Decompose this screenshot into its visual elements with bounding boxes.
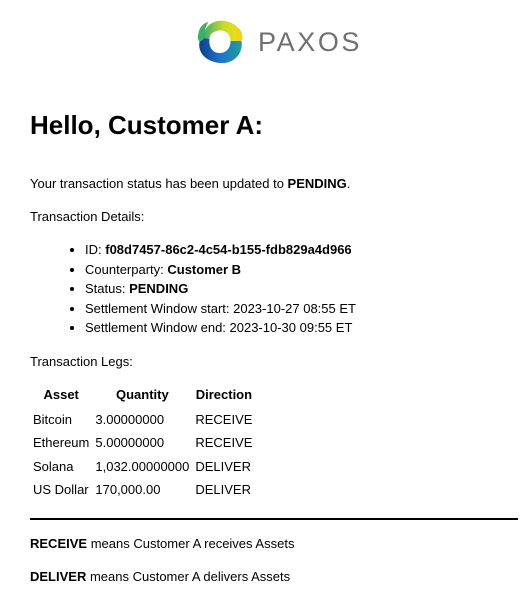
cell-asset: Bitcoin xyxy=(33,411,73,427)
intro-suffix: . xyxy=(346,176,351,191)
cell-asset: US Dollar xyxy=(33,482,89,497)
receive-term: RECEIVE xyxy=(30,536,88,551)
detail-counterparty xyxy=(85,260,518,280)
receive-text: means Customer A receives Assets xyxy=(87,536,295,551)
detail-id-label: ID: xyxy=(85,242,106,257)
cell-quantity: 5.00000000 xyxy=(95,435,165,450)
status-update-text xyxy=(30,175,518,193)
deliver-text: means Customer A delivers Assets xyxy=(86,569,291,584)
cell-quantity: 170,000.00 xyxy=(95,482,161,497)
table-row xyxy=(30,409,255,433)
cell-direction: DELIVER xyxy=(195,482,251,497)
table-row xyxy=(30,479,255,503)
email-body xyxy=(30,108,518,503)
detail-status xyxy=(85,279,518,299)
detail-status-value: PENDING xyxy=(129,281,189,296)
cell-direction: RECEIVE xyxy=(195,411,253,427)
detail-id xyxy=(85,240,518,260)
deliver-note xyxy=(30,568,290,586)
legs-heading: Transaction Legs: xyxy=(30,353,133,369)
detail-window-end: • Settlement Window end: 2023-10-30 09:55 ET xyxy=(85,318,518,338)
column-header-direction: Direction xyxy=(195,386,253,402)
details-heading: Transaction Details: xyxy=(30,209,145,224)
legs-header-row xyxy=(30,383,255,409)
paxos-logo xyxy=(194,18,362,66)
cell-asset: Ethereum xyxy=(33,435,90,450)
cell-asset: Solana xyxy=(33,458,74,474)
deliver-term: DELIVER xyxy=(30,569,87,584)
intro-status: PENDING xyxy=(287,176,347,191)
detail-window-start: • Settlement Window start: 2023-10-27 08:55 ET xyxy=(85,299,518,319)
details-list xyxy=(30,240,518,338)
cell-direction: DELIVER xyxy=(195,458,251,474)
cell-direction: RECEIVE xyxy=(195,435,253,450)
column-header-quantity: Quantity xyxy=(116,386,169,402)
table-row xyxy=(30,432,255,456)
paxos-wordmark: PAXOS xyxy=(258,27,363,57)
greeting-heading: Hello, Customer A: xyxy=(30,110,264,140)
receive-note xyxy=(30,535,294,553)
intro-prefix: Your transaction status has been updated to xyxy=(30,176,288,191)
cell-quantity: 3.00000000 xyxy=(95,411,165,427)
legs-table xyxy=(30,383,255,503)
detail-counterparty-value: Customer B xyxy=(167,261,242,277)
detail-id-value: f08d7457-86c2-4c54-b155-fdb829a4d966 xyxy=(105,242,352,257)
detail-status-label: Status: xyxy=(85,281,130,296)
table-row xyxy=(30,456,255,480)
paxos-logo-icon xyxy=(194,18,245,66)
detail-counterparty-label: Counterparty: xyxy=(85,261,168,277)
column-header-asset: Asset xyxy=(43,386,79,402)
cell-quantity: 1,032.00000000 xyxy=(95,458,190,474)
footer-divider xyxy=(30,518,518,520)
